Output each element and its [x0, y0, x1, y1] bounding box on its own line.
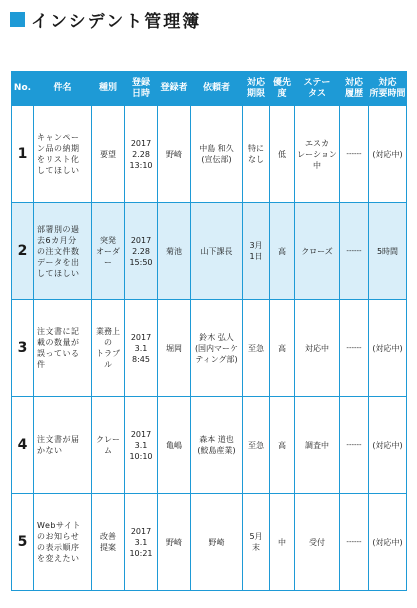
cell-subject: 注文書に記 載の数量が 誤っている 件 [34, 300, 92, 397]
cell-subject: キャンペー ン品の納期 をリスト化 してほしい [34, 106, 92, 203]
table-row [12, 494, 407, 591]
cell-history: ------ [340, 106, 369, 203]
page-header [10, 6, 201, 32]
cell-time-required: 5時間 [369, 203, 407, 300]
cell-time-required: (対応中) [369, 397, 407, 494]
header-no: No. [12, 72, 34, 106]
cell-subject: 注文書が届 かない [34, 397, 92, 494]
header-history: 対応 履歴 [340, 72, 369, 106]
cell-registrant: 堀岡 [158, 300, 191, 397]
cell-deadline: 至急 [243, 300, 270, 397]
cell-time-required: (対応中) [369, 106, 407, 203]
table-header-row [12, 72, 407, 106]
cell-time-required: (対応中) [369, 300, 407, 397]
cell-registrant: 菊池 [158, 203, 191, 300]
incident-table [11, 71, 407, 591]
cell-type: 業務上 の トラブル [92, 300, 125, 397]
title-square-icon [10, 12, 25, 27]
cell-priority: 低 [270, 106, 295, 203]
header-status: ステー タス [295, 72, 340, 106]
cell-requester: 鈴木 弘人 (国内マーケ ティング部) [191, 300, 243, 397]
cell-deadline: 3月 1日 [243, 203, 270, 300]
header-subject: 件名 [34, 72, 92, 106]
table-row [12, 300, 407, 397]
cell-history: ------ [340, 397, 369, 494]
cell-history: ------ [340, 494, 369, 591]
cell-registered-at: 2017 3.1 10:10 [125, 397, 158, 494]
cell-registrant: 野崎 [158, 494, 191, 591]
cell-requester: 森本 道也 (鮫島産業) [191, 397, 243, 494]
cell-deadline: 特に なし [243, 106, 270, 203]
page-title: インシデント管理簿 [31, 11, 202, 32]
cell-registered-at: 2017 2.28 15:50 [125, 203, 158, 300]
header-registered-at: 登録 日時 [125, 72, 158, 106]
cell-no: 2 [12, 203, 34, 300]
cell-type: 突発 オーダー [92, 203, 125, 300]
cell-registrant: 野崎 [158, 106, 191, 203]
cell-type: 改善 提案 [92, 494, 125, 591]
cell-requester: 野崎 [191, 494, 243, 591]
cell-priority: 高 [270, 397, 295, 494]
cell-registered-at: 2017 2.28 13:10 [125, 106, 158, 203]
header-type: 種別 [92, 72, 125, 106]
header-deadline: 対応 期限 [243, 72, 270, 106]
cell-priority: 高 [270, 300, 295, 397]
table-row [12, 203, 407, 300]
cell-requester: 中島 和久 (宣伝部) [191, 106, 243, 203]
cell-time-required: (対応中) [369, 494, 407, 591]
cell-no: 3 [12, 300, 34, 397]
cell-no: 5 [12, 494, 34, 591]
cell-registered-at: 2017 3.1 10:21 [125, 494, 158, 591]
cell-type: クレーム [92, 397, 125, 494]
cell-requester: 山下課長 [191, 203, 243, 300]
header-registrant: 登録者 [158, 72, 191, 106]
table-row [12, 106, 407, 203]
cell-history: ------ [340, 203, 369, 300]
cell-subject: Webサイト のお知らせ の表示順序 を変えたい [34, 494, 92, 591]
cell-no: 4 [12, 397, 34, 494]
cell-status: 受付 [295, 494, 340, 591]
header-priority: 優先 度 [270, 72, 295, 106]
cell-type: 要望 [92, 106, 125, 203]
cell-deadline: 至急 [243, 397, 270, 494]
table-row [12, 397, 407, 494]
cell-priority: 中 [270, 494, 295, 591]
cell-status: クローズ [295, 203, 340, 300]
cell-status: 調査中 [295, 397, 340, 494]
cell-no: 1 [12, 106, 34, 203]
cell-status: 対応中 [295, 300, 340, 397]
header-time-required: 対応 所要時間 [369, 72, 407, 106]
cell-registered-at: 2017 3.1 8:45 [125, 300, 158, 397]
cell-deadline: 5月 末 [243, 494, 270, 591]
cell-registrant: 亀嶋 [158, 397, 191, 494]
cell-history: ------ [340, 300, 369, 397]
cell-status: エスカ レーション 中 [295, 106, 340, 203]
cell-priority: 高 [270, 203, 295, 300]
header-requester: 依頼者 [191, 72, 243, 106]
cell-subject: 部署別の過 去6カ月分 の注文件数 データを出 してほしい [34, 203, 92, 300]
